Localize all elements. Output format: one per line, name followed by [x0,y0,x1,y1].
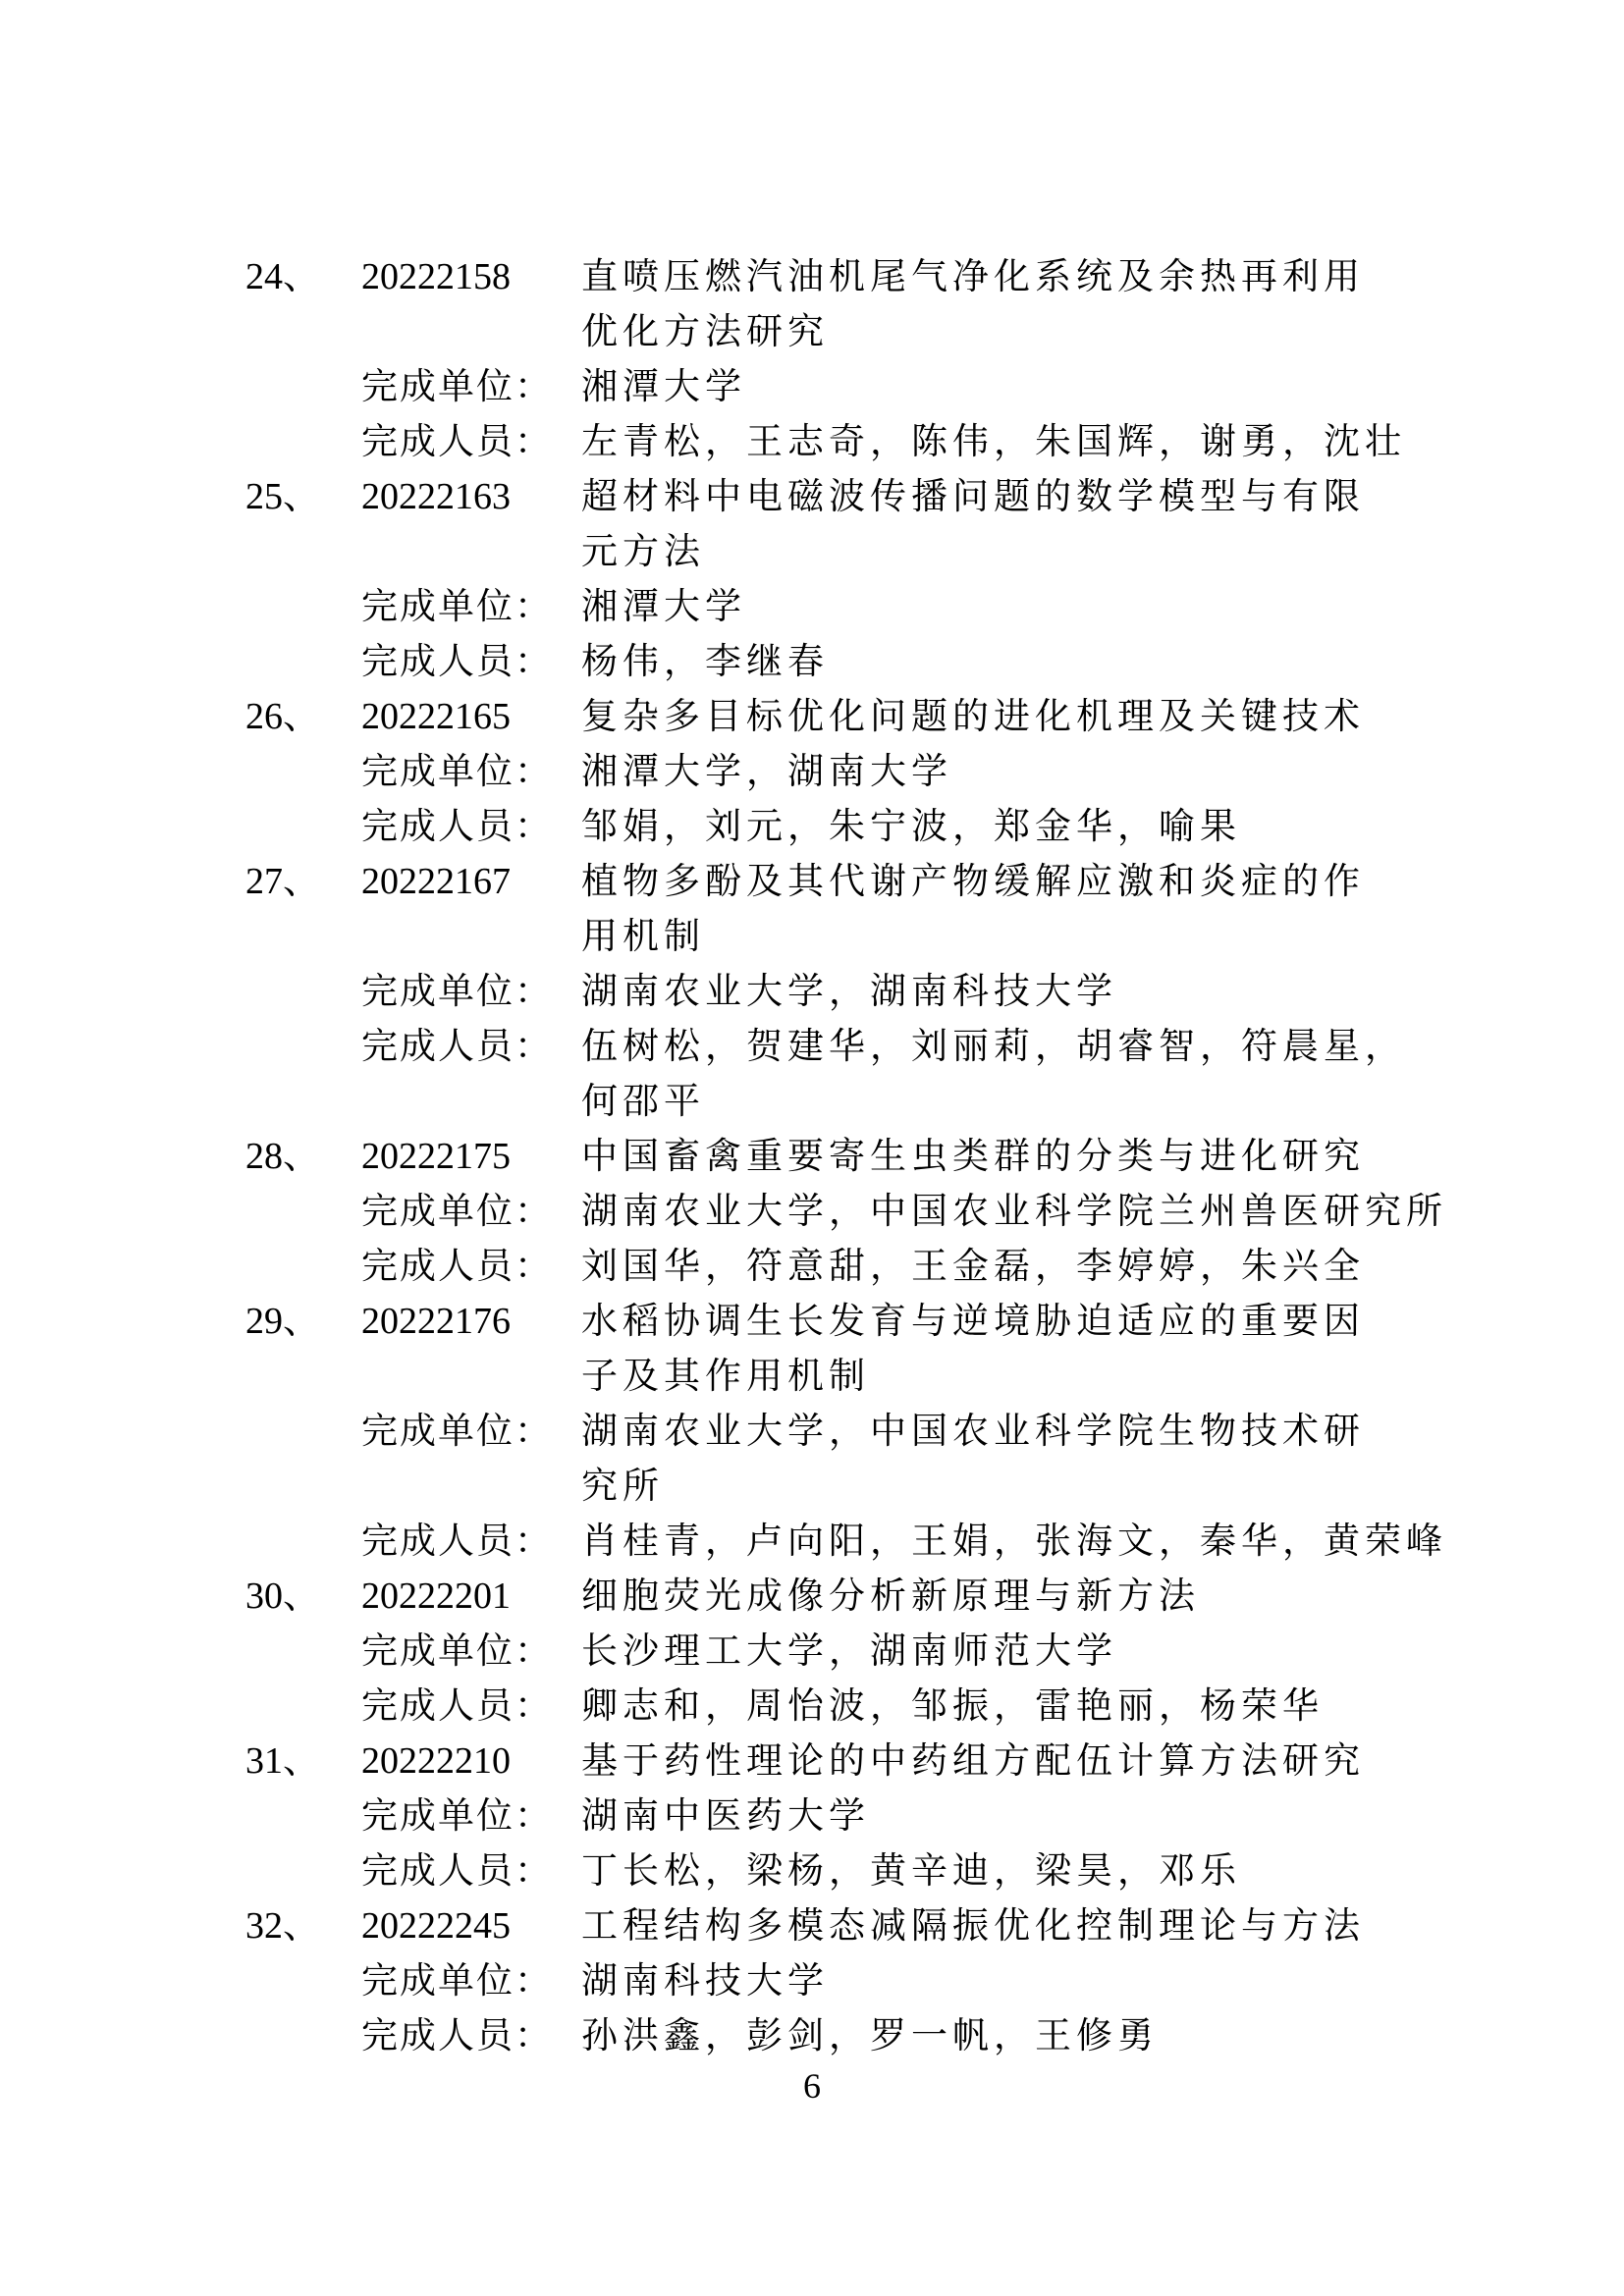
project-title-line: 细胞荧光成像分析新原理与新方法 [581,1575,1200,1617]
award-entry [0,1898,1624,2063]
unit-label: 完成单位： [361,1629,553,1672]
completing-people-line: 左青松，王志奇，陈伟，朱国辉，谢勇，沈壮 [581,420,1406,462]
award-entry [0,1734,1624,1898]
people-label: 完成人员： [361,420,553,462]
entry-people-row [0,634,1624,689]
completing-people-line: 卿志和，周怡波，邹振，雷艳丽，杨荣华 [581,1684,1324,1727]
completing-people-line: 丁长松，梁杨，黄辛迪，梁昊，邓乐 [581,1849,1241,1892]
award-entry [0,1129,1624,1294]
completing-unit-line: 湘潭大学 [581,365,746,407]
unit-label: 完成单位： [361,1959,553,2002]
entry-people-row [0,2008,1624,2063]
entry-people-row [0,1019,1624,1074]
entry-number: 29、 [245,1301,321,1342]
entry-number: 32、 [245,1905,321,1947]
entry-title-row [0,1129,1624,1184]
entry-unit-row [0,579,1624,634]
entry-title-row [0,909,1624,964]
award-entry [0,689,1624,854]
project-code: 20222201 [361,1575,511,1617]
people-label: 完成人员： [361,640,553,682]
completing-people-line: 何邵平 [581,1080,705,1122]
award-entry [0,1294,1624,1569]
people-label: 完成人员： [361,2014,553,2056]
people-label: 完成人员： [361,1245,553,1287]
entry-unit-row [0,1184,1624,1239]
unit-label: 完成单位： [361,1190,553,1232]
project-title-line: 工程结构多模态减隔振优化控制理论与方法 [581,1904,1365,1947]
people-label: 完成人员： [361,1684,553,1727]
award-entry [0,1569,1624,1734]
award-entry [0,854,1624,1129]
project-title-line: 基于药性理论的中药组方配伍计算方法研究 [581,1739,1365,1782]
entry-unit-row [0,1404,1624,1459]
entry-number: 25、 [245,476,321,517]
completing-people-line: 邹娟，刘元，朱宁波，郑金华，喻果 [581,805,1241,847]
project-code: 20222175 [361,1136,511,1177]
entry-unit-row [0,964,1624,1019]
completing-unit-line: 湘潭大学，湖南大学 [581,750,952,792]
entry-title-row [0,304,1624,359]
project-code: 20222167 [361,861,511,902]
people-label: 完成人员： [361,1849,553,1892]
entry-unit-row [0,744,1624,799]
project-title-line: 元方法 [581,530,705,572]
unit-label: 完成单位： [361,970,553,1012]
project-title-line: 超材料中电磁波传播问题的数学模型与有限 [581,475,1365,517]
completing-unit-line: 湖南科技大学 [581,1959,829,2002]
entry-title-row [0,1569,1624,1624]
unit-label: 完成单位： [361,1794,553,1837]
entry-unit-row [0,1624,1624,1679]
project-code: 20222210 [361,1740,511,1782]
completing-unit-line: 湖南农业大学，湖南科技大学 [581,970,1117,1012]
entry-number: 31、 [245,1740,321,1782]
project-code: 20222163 [361,476,511,517]
completing-people-line: 杨伟，李继春 [581,640,829,682]
entry-title-row [0,689,1624,744]
people-label: 完成人员： [361,1025,553,1067]
entry-number: 28、 [245,1136,321,1177]
project-title-line: 植物多酚及其代谢产物缓解应激和炎症的作 [581,860,1365,902]
project-code: 20222165 [361,696,511,737]
entry-unit-row [0,1459,1624,1514]
project-code: 20222158 [361,256,511,297]
unit-label: 完成单位： [361,365,553,407]
entry-people-row [0,1679,1624,1734]
entry-people-row [0,1514,1624,1569]
project-code: 20222176 [361,1301,511,1342]
entry-unit-row [0,1789,1624,1843]
entry-number: 30、 [245,1575,321,1617]
project-code: 20222245 [361,1905,511,1947]
entry-unit-row [0,359,1624,414]
people-label: 完成人员： [361,805,553,847]
project-title-line: 复杂多目标优化问题的进化机理及关键技术 [581,695,1365,737]
entry-number: 24、 [245,256,321,297]
entry-title-row [0,1898,1624,1953]
completing-people-line: 肖桂青，卢向阳，王娟，张海文，秦华，黄荣峰 [581,1520,1447,1562]
entry-number: 26、 [245,696,321,737]
award-entry [0,249,1624,469]
unit-label: 完成单位： [361,1410,553,1452]
completing-unit-line: 湖南农业大学，中国农业科学院生物技术研 [581,1410,1365,1452]
completing-people-line: 孙洪鑫，彭剑，罗一帆，王修勇 [581,2014,1159,2056]
project-title-line: 子及其作用机制 [581,1355,870,1397]
entry-unit-row [0,1953,1624,2008]
completing-unit-line: 湘潭大学 [581,585,746,627]
entry-people-row [0,1239,1624,1294]
entry-title-row [0,1349,1624,1404]
unit-label: 完成单位： [361,585,553,627]
award-entry [0,469,1624,689]
award-entry-list [0,249,1624,2063]
entry-title-row [0,854,1624,909]
completing-unit-line: 究所 [581,1465,664,1507]
entry-people-row [0,1074,1624,1129]
entry-title-row [0,1294,1624,1349]
entry-title-row [0,469,1624,524]
project-title-line: 用机制 [581,915,705,957]
completing-people-line: 刘国华，符意甜，王金磊，李婷婷，朱兴全 [581,1245,1365,1287]
completing-unit-line: 长沙理工大学，湖南师范大学 [581,1629,1117,1672]
project-title-line: 直喷压燃汽油机尾气净化系统及余热再利用 [581,255,1365,297]
entry-title-row [0,1734,1624,1789]
page-number: 6 [803,2066,821,2106]
completing-unit-line: 湖南中医药大学 [581,1794,870,1837]
unit-label: 完成单位： [361,750,553,792]
completing-unit-line: 湖南农业大学，中国农业科学院兰州兽医研究所 [581,1190,1447,1232]
entry-people-row [0,799,1624,854]
entry-people-row [0,1843,1624,1898]
project-title-line: 优化方法研究 [581,310,829,352]
project-title-line: 中国畜禽重要寄生虫类群的分类与进化研究 [581,1135,1365,1177]
entry-number: 27、 [245,861,321,902]
completing-people-line: 伍树松，贺建华，刘丽莉，胡睿智，符晨星， [581,1025,1406,1067]
entry-title-row [0,524,1624,579]
people-label: 完成人员： [361,1520,553,1562]
entry-people-row [0,414,1624,469]
entry-title-row [0,249,1624,304]
project-title-line: 水稻协调生长发育与逆境胁迫适应的重要因 [581,1300,1365,1342]
